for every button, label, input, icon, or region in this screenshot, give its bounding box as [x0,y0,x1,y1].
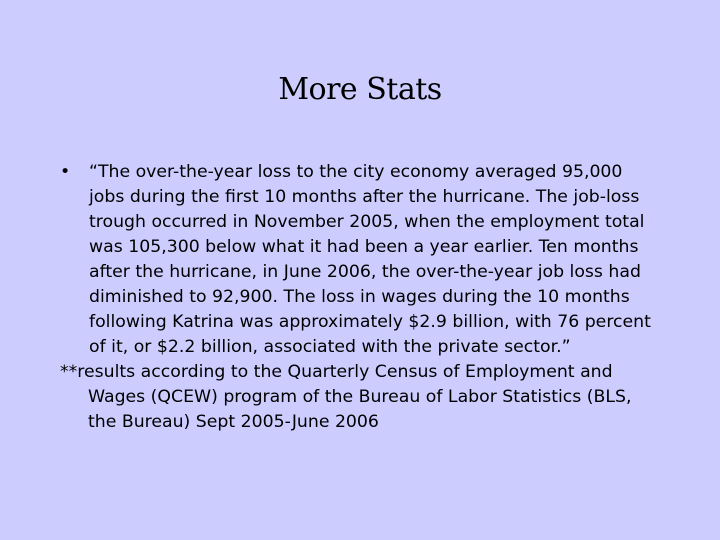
quote-paragraph [60,160,660,360]
source-note: **results according to the Quarterly Census of Employment and Wages (QCEW) program of the Bureau of Labor Statistics (BLS, the Bureau) Sept 2005-June 2006 [60,362,632,432]
slide-title: More Stats [278,72,442,107]
slide-body [60,160,660,435]
bullet-icon: • [60,162,71,182]
quote-text: “The over-the-year loss to the city economy averaged 95,000 jobs during the first 10 months after the hurricane. The job-loss trough occurred in November 2005, when the employment total was 105,300 below what it had been a year earlier. Ten months after the hurricane, in June 2006, the over-the-year job loss had diminished to 92,900. The loss in wages during the 10 months following Katrina was approximately $2.9 billion, with 76 percent of it, or $2.2 billion, associated with the private sector.” [89,162,651,357]
